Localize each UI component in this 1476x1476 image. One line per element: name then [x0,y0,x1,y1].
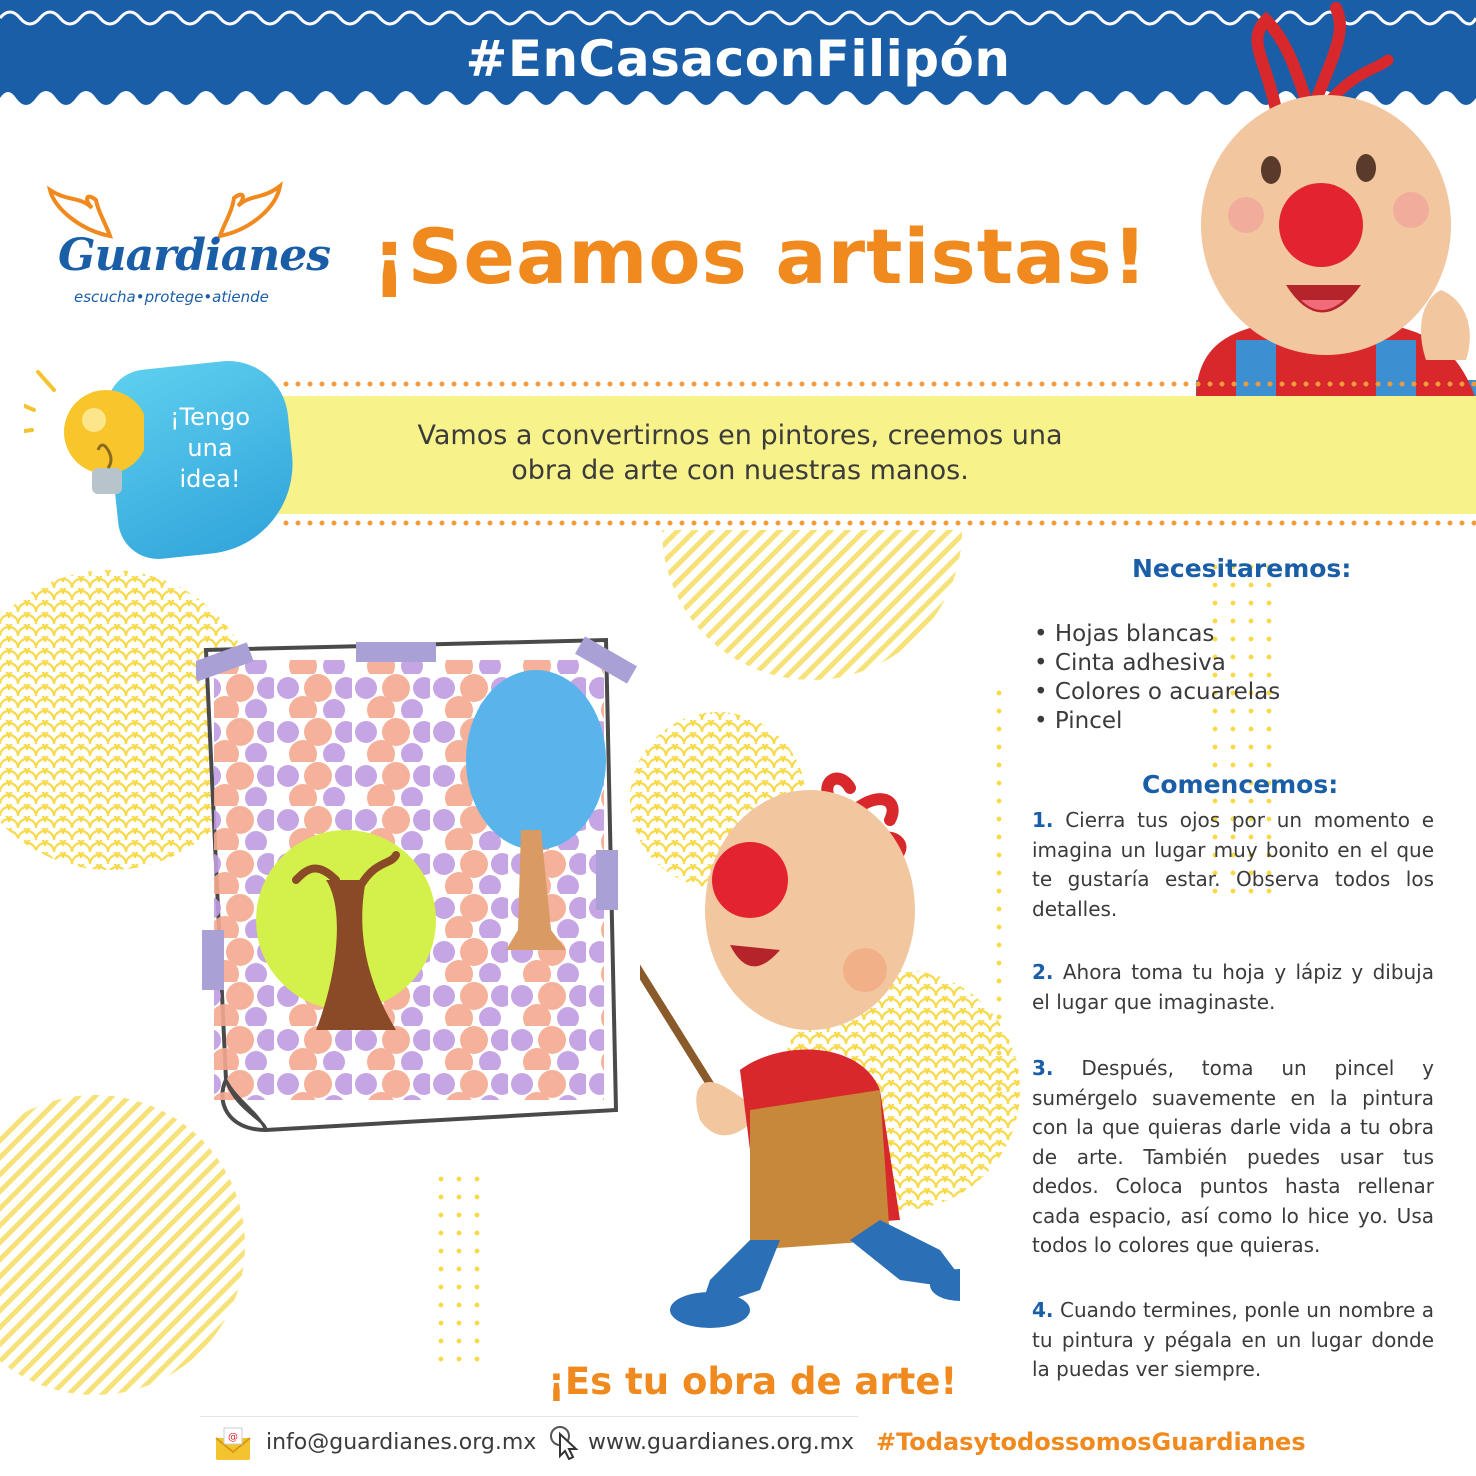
painting-illustration [196,630,656,1190]
step-4 [1032,1296,1434,1385]
idea-text-line-1: Vamos a convertirnos en pintores, creemos una [417,420,1063,451]
step-text: Cierra tus ojos por un momento e imagina un lugar muy bonito en el que te gustaría estar. Observa todos los detalles. [1032,808,1435,921]
dot-column-bottom [430,1170,480,1370]
step-2 [1032,958,1434,1017]
website-link[interactable]: www.guardianes.org.mx [588,1430,855,1455]
email-icon [214,1426,254,1462]
step-text: Después, toma un pincel y sumérgelo suavemente en la pintura con la que quieras darle vida a tu obra de arte. También puedes usar tus dedos. Coloca puntos hasta rellenar cada espacio, así como lo hice yo. Usa todos lo colores que quieras. [1032,1056,1435,1257]
idea-badge-line-3: idea! [179,465,241,493]
svg-text:@: @ [228,1432,238,1443]
filipon-painter-illustration [640,770,960,1330]
step-number: 3. [1032,1056,1054,1080]
footer-hashtag: #TodasytodossomosGuardianes [876,1428,1306,1456]
dotted-line-top [280,381,1476,387]
footer-divider [200,1416,858,1417]
idea-text-line-2: obra de arte con nuestras manos. [511,455,969,486]
step-number: 2. [1032,960,1054,984]
email-link[interactable]: info@guardianes.org.mx [266,1430,537,1455]
step-text: Ahora toma tu hoja y lápiz y dibuja el lugar que imaginaste. [1032,960,1434,1014]
list-item: • Cinta adhesiva [1034,649,1280,678]
list-item: • Pincel [1034,707,1280,736]
step-3 [1032,1054,1434,1261]
steps-title: Comencemos: [1142,770,1339,799]
art-caption: ¡Es tu obra de arte! [548,1360,958,1403]
step-number: 1. [1032,808,1054,832]
logo-wordmark: Guardianes [58,230,331,281]
filipon-head-illustration [1176,0,1476,400]
logo-tagline: escucha•protege•atiende [74,288,269,306]
header-hashtag: #EnCasaconFilipón [465,30,1011,88]
step-number: 4. [1032,1298,1054,1322]
needs-title: Necesitaremos: [1132,554,1352,583]
cursor-click-icon [548,1424,582,1460]
idea-badge-text [140,402,280,495]
dot-column-mid [990,690,1010,1120]
list-item: • Colores o acuarelas [1034,678,1280,707]
step-text: Cuando termines, ponle un nombre a tu pintura y pégala en un lugar donde la puedas ver siempre. [1032,1298,1435,1381]
list-item: • Hojas blancas [1034,620,1280,649]
guardianes-logo [40,178,331,318]
lightbulb-icon [24,370,144,510]
dotted-line-bottom [280,520,1476,526]
step-1 [1032,806,1434,924]
needs-list [1034,620,1280,736]
idea-text [360,418,1120,488]
idea-badge-line-2: una [187,434,233,462]
stripe-half-circle-top [662,530,962,680]
idea-badge-line-1: ¡Tengo [169,403,251,431]
page-title: ¡Seamos artistas! [372,212,1149,301]
